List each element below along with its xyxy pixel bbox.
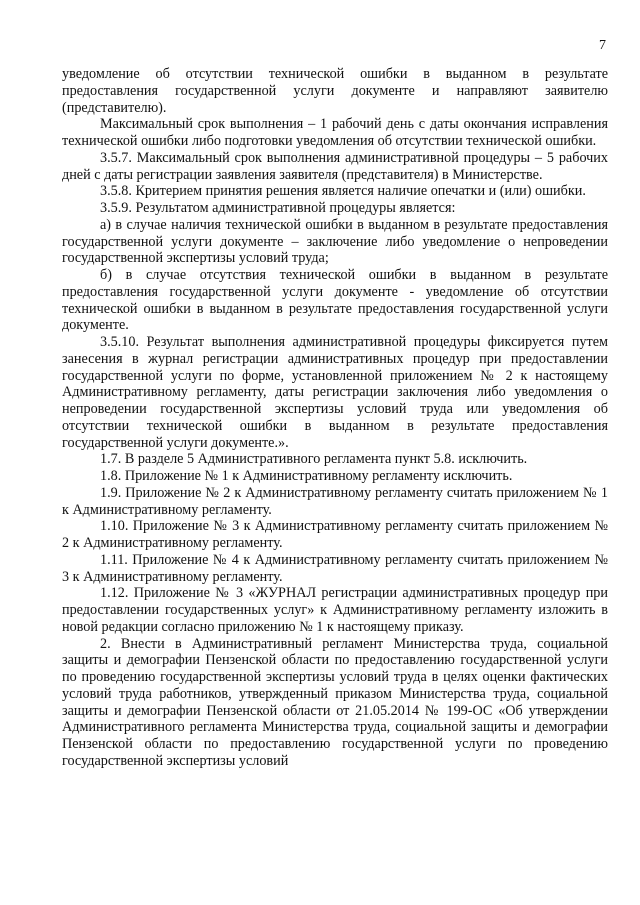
paragraph: 3.5.7. Максимальный срок выполнения административной процедуры – 5 рабочих дней с даты регистрации заявления заявителя (представителя) в Министерстве.	[62, 149, 608, 183]
paragraph: Максимальный срок выполнения – 1 рабочий день с даты окончания исправления технической ошибки либо подготовки уведомления об отсутствии технической ошибки.	[62, 116, 608, 149]
paragraph: уведомление об отсутствии технической ошибки в выданном в результате предоставления государственной услуги документе и направляют заявителю (представителю).	[62, 66, 608, 116]
paragraph: 2. Внести в Административный регламент Министерства труда, социальной защиты и демографии Пензенской области по предоставлению государственной услуги по проведению государственной экспертизы условий труда в целях оценки фактических условий труда работников, утвержденный приказом Министерства труда, социальной защиты и демографии Пензенской области от 21.05.2014 № 199-ОС «Об утверждении Административного регламента Министерства труда, социальной защиты и демографии Пензенской области по предоставлению государственной услуги по проведению государственной экспертизы условий	[62, 635, 608, 769]
paragraph: 1.12. Приложение № 3 «ЖУРНАЛ регистрации административных процедур при предоставлении государственных услуг» к Административному регламенту изложить в новой редакции согласно приложению № 1 к настоящему приказу.	[62, 585, 608, 635]
paragraph: 3.5.8. Критерием принятия решения является наличие опечатки и (или) ошибки.	[100, 183, 586, 200]
paragraph: б) в случае отсутствия технической ошибки в выданном в результате предоставления государственной услуги документе - уведомление об отсутствии технической ошибки в выданном в результате предоставления государственной услуги документе.	[62, 267, 608, 334]
paragraph: а) в случае наличия технической ошибки в выданном в результате предоставления государственной услуги документе – заключение либо уведомление о непроведении государственной экспертизы условий труда;	[62, 216, 608, 267]
paragraph: 1.11. Приложение № 4 к Административному регламенту считать приложением № 3 к Административному регламенту.	[62, 551, 608, 585]
document-body	[62, 66, 608, 770]
paragraph: 3.5.9. Результатом административной процедуры является:	[100, 200, 456, 216]
paragraph: 1.9. Приложение № 2 к Административному регламенту считать приложением № 1 к Административному регламенту.	[62, 484, 608, 518]
page-number: 7	[599, 38, 606, 53]
paragraph: 3.5.10. Результат выполнения административной процедуры фиксируется путем занесения в журнал регистрации административных процедур при предоставлении государственной услуги по форме, установленной приложением № 2 к настоящему Административному регламенту, даты регистрации заключения либо уведомления о непроведении государственной экспертизы условий труда или уведомления об отсутствии технической ошибки в выданном в результате предоставления государственной услуги документе.».	[62, 334, 608, 451]
paragraph: 1.10. Приложение № 3 к Административному регламенту считать приложением № 2 к Административному регламенту.	[62, 518, 608, 551]
paragraph: 1.8. Приложение № 1 к Административному регламенту исключить.	[100, 468, 513, 484]
paragraph: 1.7. В разделе 5 Административного регламента пункт 5.8. исключить.	[100, 451, 528, 468]
